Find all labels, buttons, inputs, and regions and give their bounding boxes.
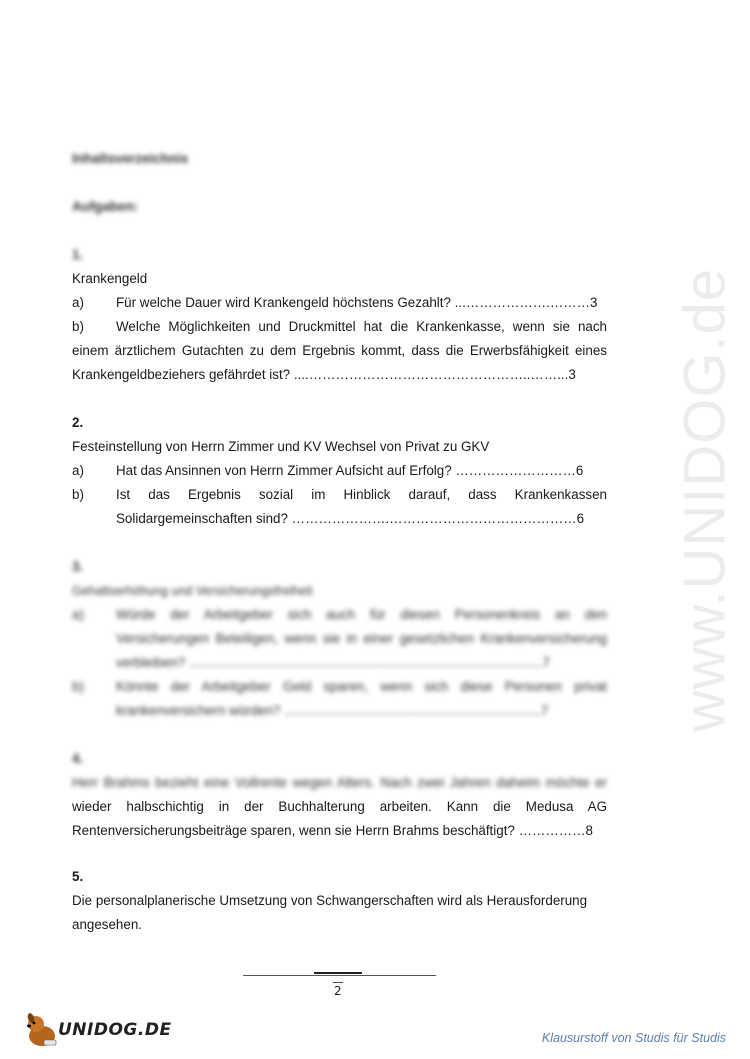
item-text: Würde der Arbeitgeber sich auch für diesen Personenkreis an den — [116, 607, 607, 622]
section-text: wieder halbschichtig in der Buchhalterung arbeiten. Kann die Medusa AG — [72, 799, 607, 814]
section-number: 5. — [72, 869, 84, 884]
tasks-heading: Aufgaben: — [72, 199, 139, 214]
section-title: Krankengeld — [72, 271, 148, 286]
item-text-continued: verbleiben? ...............................................................................................7 — [116, 655, 550, 670]
page-number-bar — [333, 982, 343, 983]
section-text: Die personalplanerische Umsetzung von Schwangerschaften wird als Herausforderung — [72, 893, 588, 908]
section-number: 3. — [72, 559, 84, 574]
item-text: Hat das Ansinnen von Herrn Zimmer Aufsicht auf Erfolg? ………………………6 — [116, 463, 584, 478]
footer-divider — [243, 975, 436, 976]
item-label: a) — [72, 607, 84, 622]
toc-heading: Inhaltsverzeichnis — [72, 151, 189, 166]
unidog-logo — [22, 1012, 172, 1048]
footer-tagline: Klausurstoff von Studis für Studis — [541, 1031, 726, 1045]
item-label: b) — [72, 679, 84, 694]
item-text-continued: Versicherungen Beteiligen, wenn sie in einer gesetzlichen Krankenversicherung — [116, 631, 607, 646]
item-label: a) — [72, 463, 84, 478]
item-text: Welche Möglichkeiten und Druckmittel hat die Krankenkasse, wenn sie nach — [116, 319, 607, 334]
watermark: www.UNIDOG.de — [672, 267, 738, 733]
footer-divider-accent — [314, 972, 362, 974]
item-label: b) — [72, 319, 84, 334]
section-number: 1. — [72, 247, 84, 262]
item-text: Könnte der Arbeitgeber Geld sparen, wenn sich diese Personen privat — [116, 679, 607, 694]
item-text-continued: Krankengeldbeziehers gefährdet ist? ....…………………………………………..……...3 — [72, 367, 576, 382]
page-number: 2 — [334, 984, 342, 998]
item-text: Ist das Ergebnis sozial im Hinblick darauf, dass Krankenkassen — [116, 487, 607, 502]
section-title: Gehaltserhöhung und Versicherungsfreiheit — [72, 584, 313, 598]
section-text: Herr Brahms bezieht eine Vollrente wegen Alters. Nach zwei Jahren daheim möchte er — [72, 775, 607, 790]
item-text-continued: Solidargemeinschaften sind? ………………….……………………………………6 — [116, 511, 585, 526]
item-label: a) — [72, 295, 84, 310]
section-text: angesehen. — [72, 917, 142, 932]
section-title: Festeinstellung von Herrn Zimmer und KV Wechsel von Privat zu GKV — [72, 439, 490, 454]
section-text: Rentenversicherungsbeiträge sparen, wenn sie Herrn Brahms beschäftigt? ……………8 — [72, 823, 593, 838]
item-text-continued: krankenversichern würden? .....................................................................7 — [116, 703, 549, 718]
item-text-continued: einem ärztlichem Gutachten zu dem Ergebnis kommt, dass die Erwerbsfähigkeit eines — [72, 343, 607, 358]
item-text: Für welche Dauer wird Krankengeld höchstens Gezahlt? ...……………….………3 — [116, 295, 598, 310]
section-number: 4. — [72, 751, 84, 766]
dog-mascot-icon — [22, 1012, 62, 1048]
section-number: 2. — [72, 415, 84, 430]
logo-text: UNIDOG.DE — [58, 1020, 172, 1040]
item-label: b) — [72, 487, 84, 502]
